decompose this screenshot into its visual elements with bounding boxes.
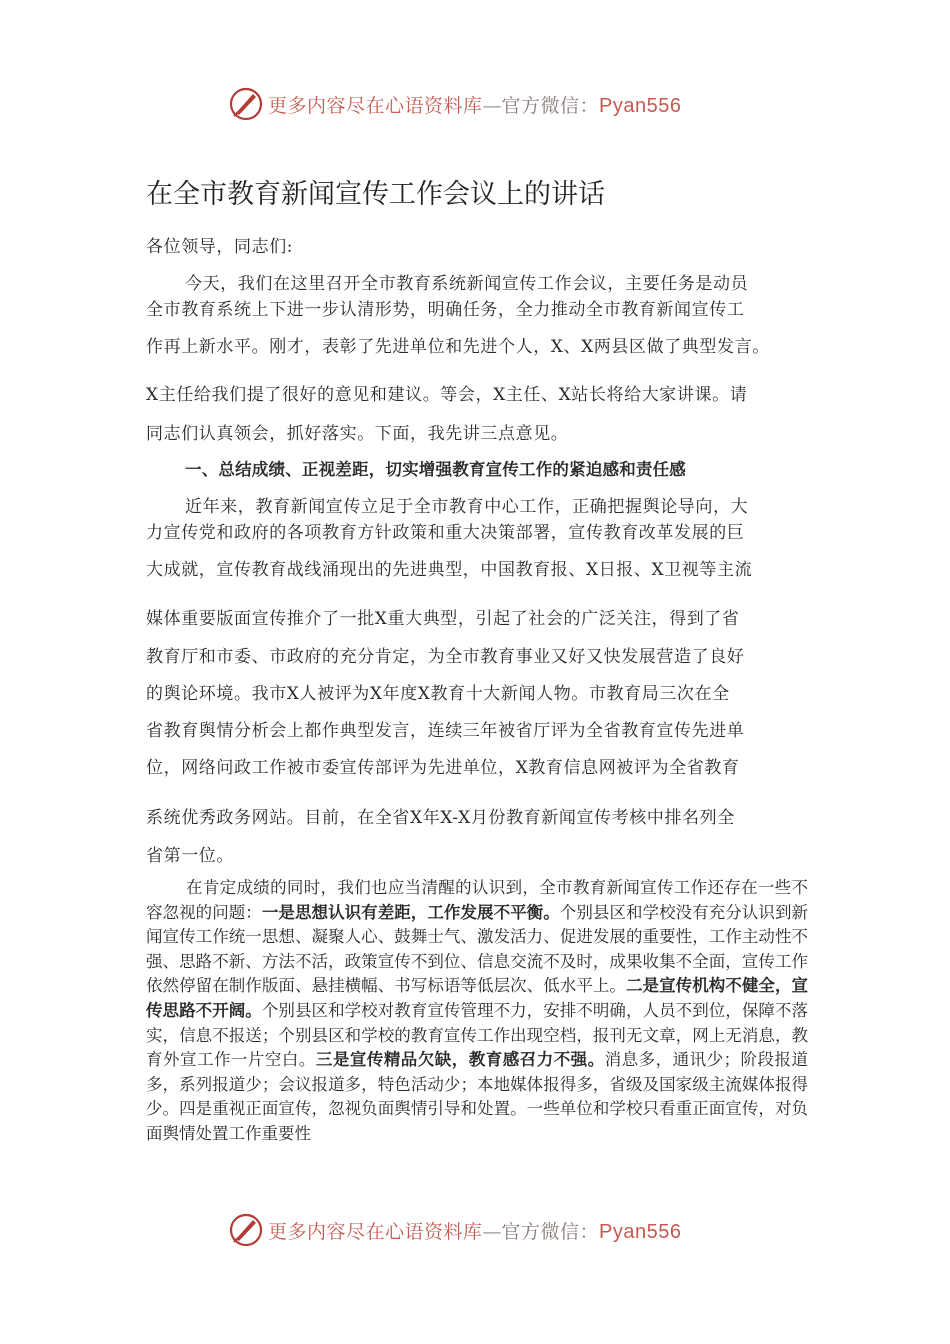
p3-bold: 三是宣传精品欠缺，教育感召力不强。 xyxy=(315,1050,605,1070)
watermark-text: 更多内容尽在心语资料库—官方微信：Pyan556 xyxy=(268,1220,682,1243)
p2-line: 省第一位。 xyxy=(146,846,234,866)
p1-line: 全市教育系统上下进一步认清形势，明确任务，全力推动全市教育新闻宣传工 xyxy=(146,300,745,320)
p2-line: 大成就，宣传教育战线涌现出的先进典型，中国教育报、X日报、X卫视等主流 xyxy=(146,560,753,580)
quill-logo-icon xyxy=(228,86,264,122)
greeting: 各位领导，同志们: xyxy=(146,237,294,257)
section-heading: 一、总结成绩、正视差距，切实增强教育宣传工作的紧迫感和责任感 xyxy=(185,460,686,479)
watermark-banner-top xyxy=(228,84,748,124)
p2-line: 的舆论环境。我市X人被评为X年度X教育十大新闻人物。市教育局三次在全 xyxy=(146,684,730,704)
p1-line: 同志们认真领会，抓好落实。下面，我先讲三点意见。 xyxy=(146,424,569,444)
p3-text: 个别县区和学校没有充分认识到新闻宣传工作统一思想、凝聚人心、鼓舞士气、激发活力、促进发展的重要性，工作主动性不强、思路不新、方法不活，政策宣传不到位、信息交流不及时，成果收集不全面，宣传工作依然停留在制作版面、悬挂横幅、书写标语等低层次、低水平上。 xyxy=(146,902,809,996)
document-title: 在全市教育新闻宣传工作会议上的讲话 xyxy=(146,179,605,210)
p2-line: 省教育舆情分析会上都作典型发言，连续三年被省厅评为全省教育宣传先进单 xyxy=(146,721,745,741)
p2-line: 媒体重要版面宣传推介了一批X重大典型，引起了社会的广泛关注，得到了省 xyxy=(146,609,740,629)
p2-line: 近年来，教育新闻宣传立足于全市教育中心工作，正确把握舆论导向，大 xyxy=(185,497,749,517)
p2-line: 位，网络问政工作被市委宣传部评为先进单位，X教育信息网被评为全省教育 xyxy=(146,758,740,778)
p3-text: 消息多，通讯少；阶段报道多，系列报道少；会议报道多，特色活动少；本地媒体报得多，省级及国家级主流媒体报得少。四是重视正面宣传，忽视负面舆情引导和处置。一些单位和学校只看重正面宣传，对负面舆情处置工作重要性 xyxy=(146,1050,809,1143)
p1-line: 作再上新水平。刚才，表彰了先进单位和先进个人，X、X两县区做了典型发言。 xyxy=(146,337,770,357)
p3-bold: 一是思想认识有差距，工作发展不平衡。 xyxy=(261,902,560,922)
p1-line: X主任给我们提了很好的意见和建议。等会，X主任、X站长将给大家讲课。请 xyxy=(146,385,748,405)
p2-line: 教育厅和市委、市政府的充分肯定，为全市教育事业又好又快发展营造了良好 xyxy=(146,647,745,667)
p3-text: 在肯定成绩的同时，我们也应当清醒的认识到，全市教育新闻宣传工作还存在一些不容忽视的问题： xyxy=(146,878,808,922)
p2-line: 系统优秀政务网站。目前，在全省X年X-X月份教育新闻宣传考核中排名列全 xyxy=(146,808,735,828)
watermark-text: 更多内容尽在心语资料库—官方微信：Pyan556 xyxy=(268,94,682,117)
watermark-banner-bottom xyxy=(228,1210,748,1250)
quill-logo-icon xyxy=(228,1212,264,1248)
p2-line: 力宣传党和政府的各项教育方针政策和重大决策部署，宣传教育改革发展的巨 xyxy=(146,523,745,543)
p1-line: 今天，我们在这里召开全市教育系统新闻宣传工作会议，主要任务是动员 xyxy=(185,274,749,294)
p3-text: 个别县区和学校对教育宣传管理不力，安排不明确，人员不到位，保障不落实，信息不报送；个别县区和学校的教育宣传工作出现空档，报刊无文章，网上无消息，教育外宣工作一片空白。 xyxy=(146,1000,809,1070)
p3-paragraph xyxy=(146,876,808,1147)
p3-bold: 二是宣传机构不健全，宣传思路不开阔。 xyxy=(146,976,809,1020)
